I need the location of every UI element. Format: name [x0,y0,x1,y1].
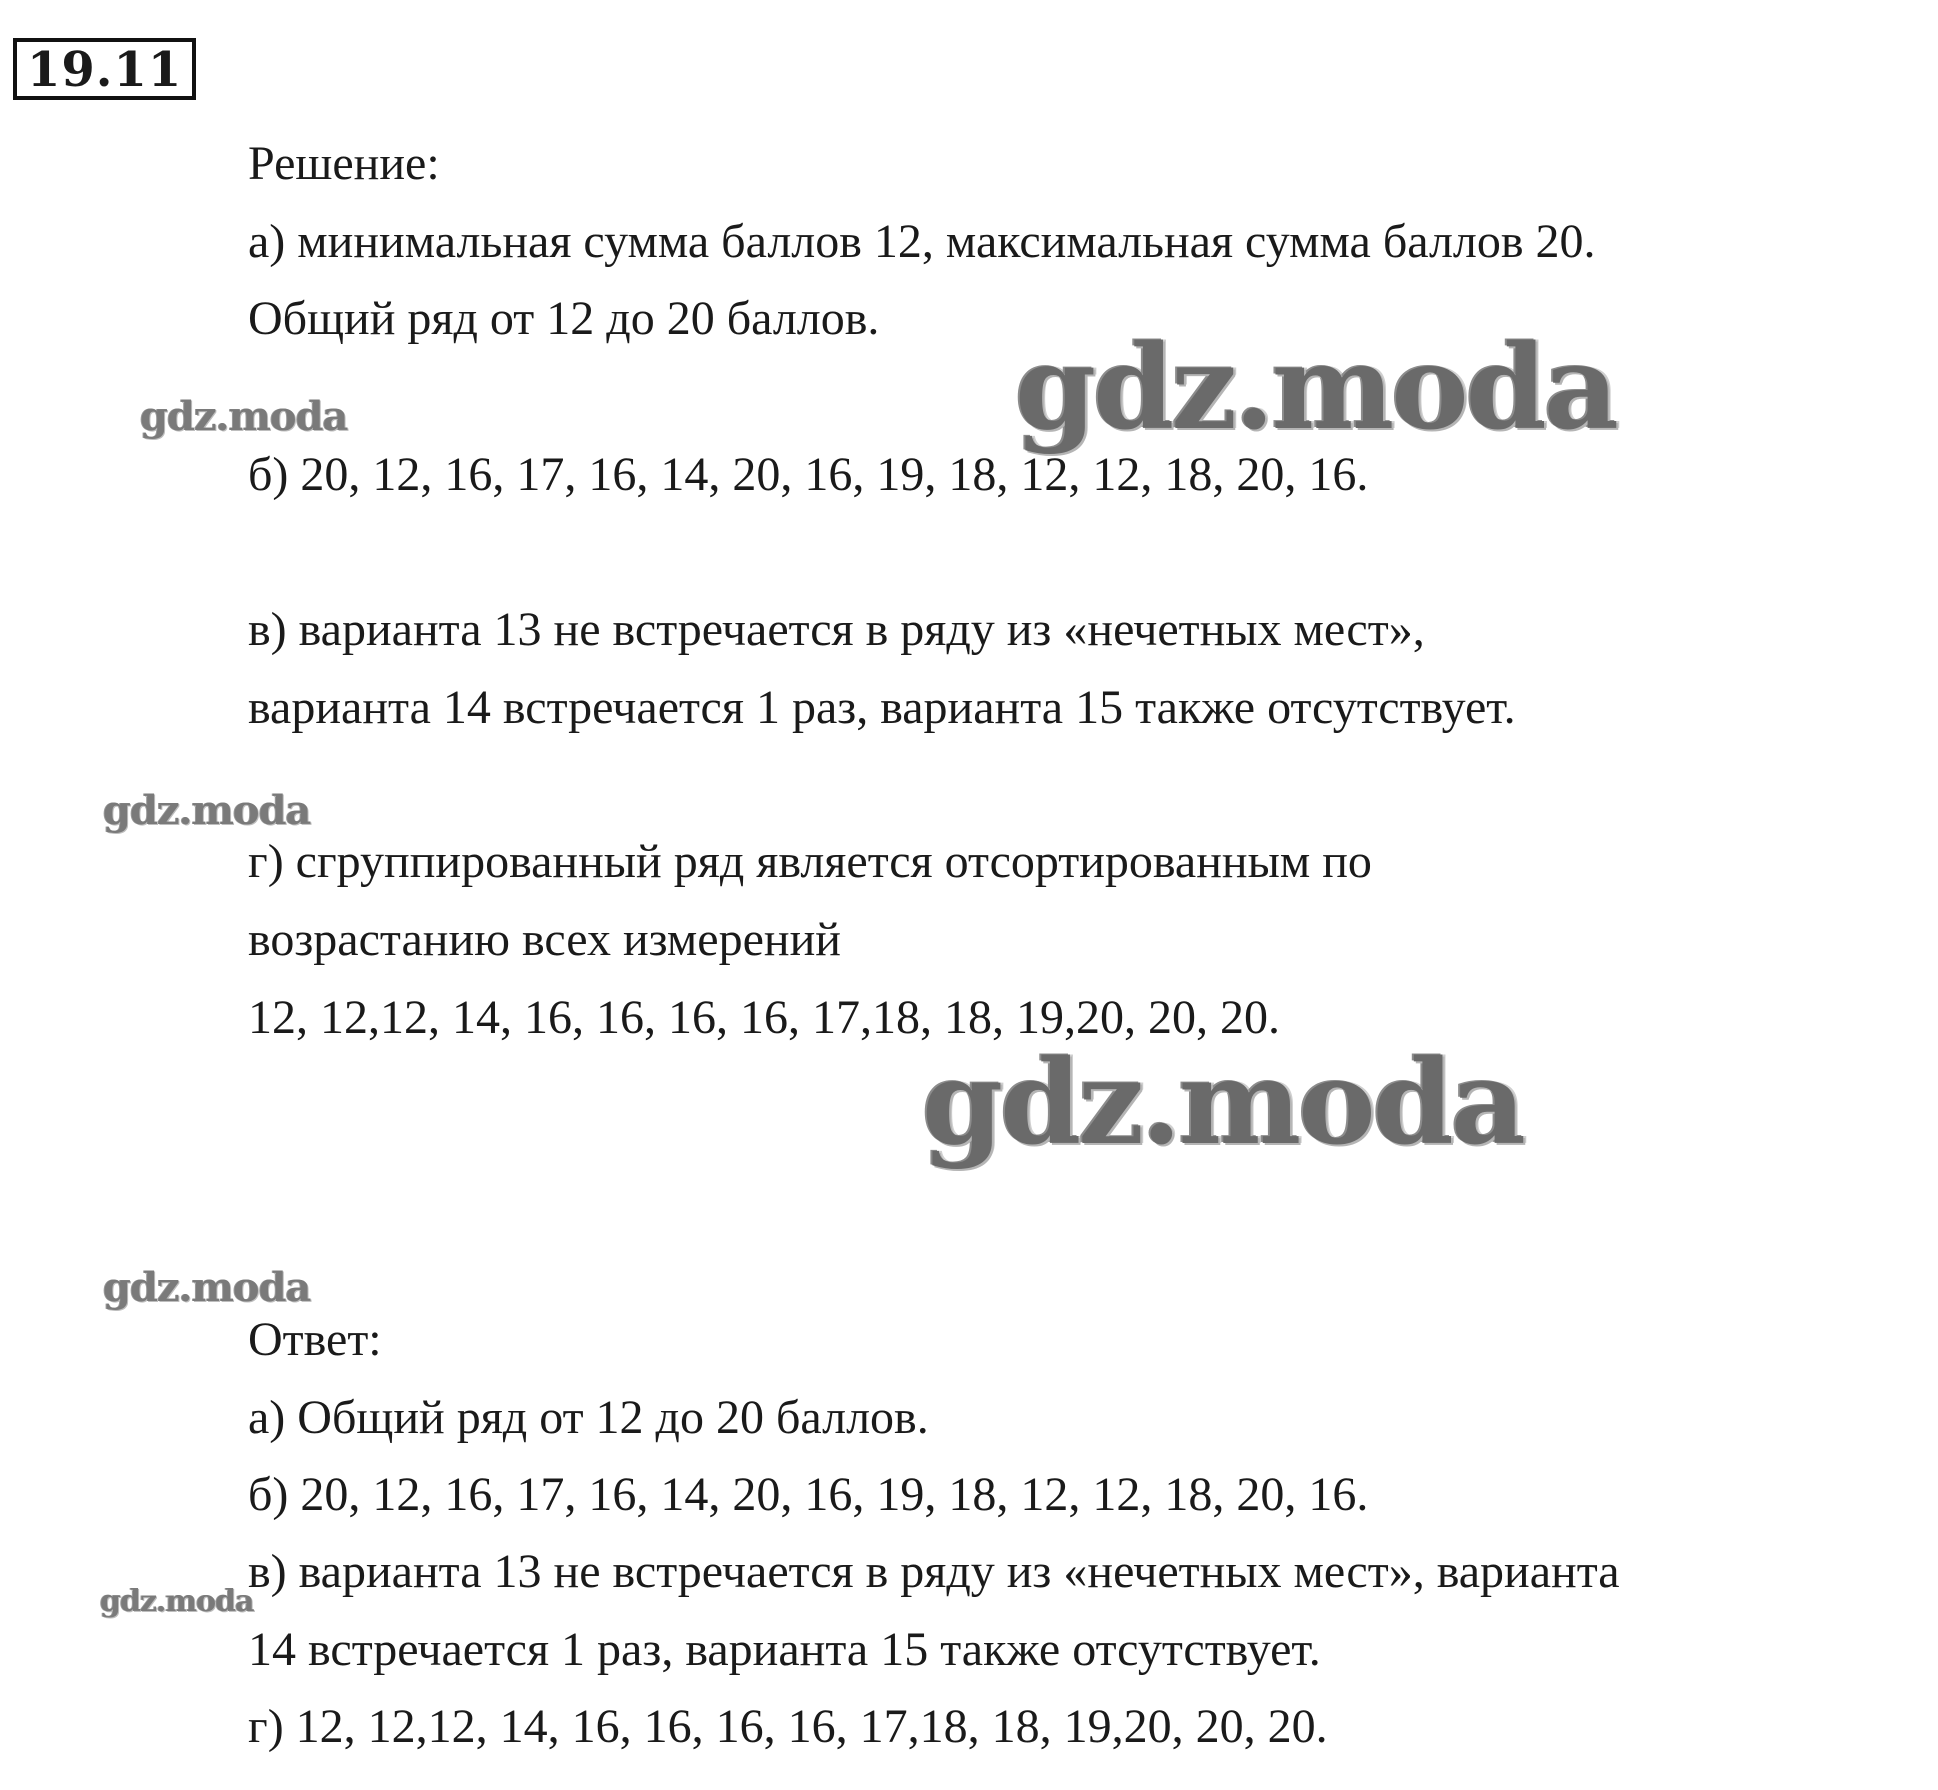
solution-b-line: б) 20, 12, 16, 17, 16, 14, 20, 16, 19, 18, 12, 12, 18, 20, 16. [248,448,1369,501]
watermark-large-top: gdz.moda [1015,320,1616,456]
solution-heading: Решение: [248,137,440,190]
solution-v-line-1: в) варианта 13 не встречается в ряду из «нечетных мест», [248,603,1425,656]
solution-g-line-1: г) сгруппированный ряд является отсортированным по [248,835,1372,888]
answer-v-line-1: в) варианта 13 не встречается в ряду из «нечетных мест», варианта [248,1545,1620,1598]
answer-b-line: б) 20, 12, 16, 17, 16, 14, 20, 16, 19, 18, 12, 12, 18, 20, 16. [248,1468,1369,1521]
solution-a-line-2: Общий ряд от 12 до 20 баллов. [248,292,880,345]
answer-v-line-2: 14 встречается 1 раз, варианта 15 также отсутствует. [248,1623,1321,1676]
answer-heading: Ответ: [248,1313,382,1366]
watermark-small-1: gdz.moda [140,393,348,440]
solution-v-line-2: варианта 14 встречается 1 раз, варианта 15 также отсутствует. [248,681,1516,734]
watermark-small-2: gdz.moda [103,787,311,834]
answer-a-line: а) Общий ряд от 12 до 20 баллов. [248,1391,929,1444]
problem-number: 19.11 [13,38,196,100]
solution-g-line-3: 12, 12,12, 14, 16, 16, 16, 16, 17,18, 18, 19,20, 20, 20. [248,991,1280,1044]
solution-a-line-1: а) минимальная сумма баллов 12, максимальная сумма баллов 20. [248,215,1596,268]
watermark-small-4: gdz.moda [100,1584,254,1619]
watermark-large-bottom: gdz.moda [922,1035,1523,1171]
watermark-small-3: gdz.moda [103,1264,311,1311]
answer-g-line: г) 12, 12,12, 14, 16, 16, 16, 16, 17,18, 18, 19,20, 20, 20. [248,1700,1328,1753]
solution-g-line-2: возрастанию всех измерений [248,913,841,966]
